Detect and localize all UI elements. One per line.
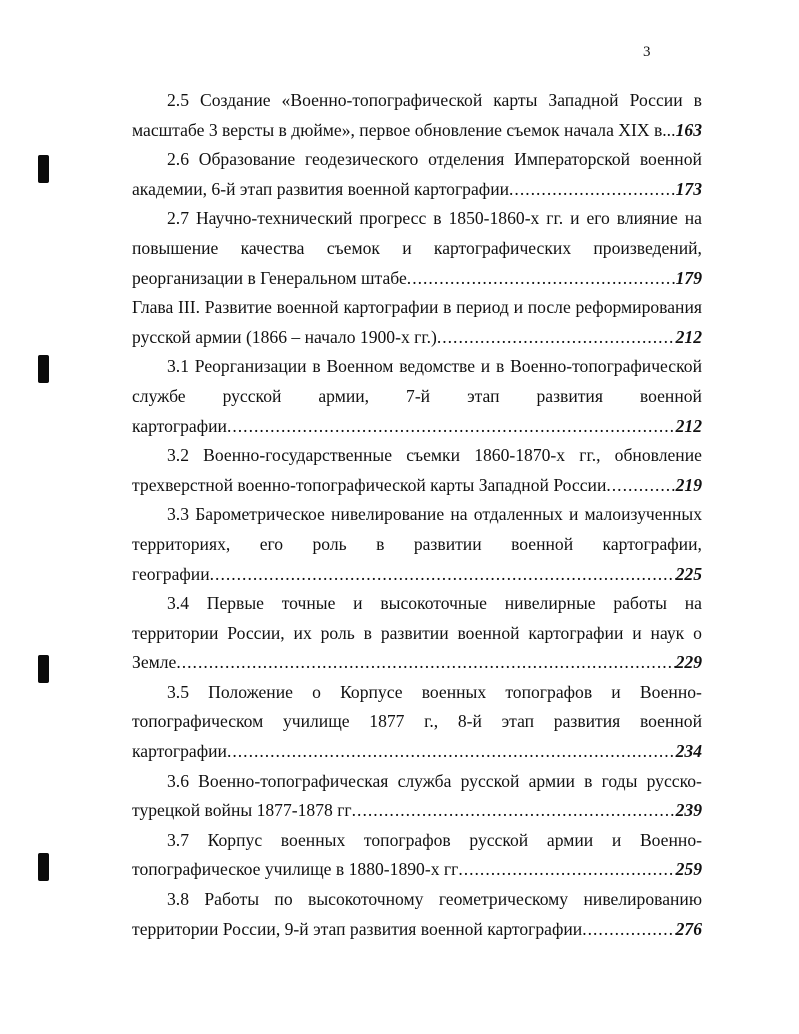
toc-word: 3.1 xyxy=(167,356,189,377)
toc-word: нивелирные xyxy=(504,593,596,614)
toc-word: съемки xyxy=(406,445,461,466)
toc-entry xyxy=(132,145,702,204)
toc-last-line xyxy=(132,175,702,205)
toc-word: после xyxy=(527,297,571,318)
toc-title-text: реорганизации в Генеральном штабе xyxy=(132,267,407,288)
dot-leader xyxy=(509,175,676,205)
dot-leader xyxy=(407,264,676,294)
toc-word: 3.6 xyxy=(167,770,189,791)
toc-word: на xyxy=(684,593,702,614)
toc-word: военных xyxy=(280,829,346,850)
toc-line xyxy=(132,204,702,234)
toc-line xyxy=(132,382,702,412)
toc-line xyxy=(132,500,702,530)
toc-last-line xyxy=(132,737,702,767)
toc-word: III. xyxy=(178,297,201,318)
toc-word: отделения xyxy=(428,149,505,170)
toc-word: в xyxy=(363,622,372,643)
toc-word: территории xyxy=(132,622,219,643)
toc-word: Реорганизации xyxy=(194,356,307,377)
toc-word: Корпус xyxy=(207,829,263,850)
toc-last-line xyxy=(132,264,702,294)
toc-word: нивелирование xyxy=(330,504,445,525)
toc-word: 3.7 xyxy=(167,829,189,850)
toc-title-text: масштабе 3 версты в дюйме», первое обновление съемок начала XIX в.. xyxy=(132,119,672,140)
toc-page-number: 234 xyxy=(675,741,702,762)
toc-word: Военно-государственные xyxy=(203,445,393,466)
toc-page-number: 225 xyxy=(675,563,702,584)
toc-line xyxy=(132,145,702,175)
toc-word: период xyxy=(456,297,509,318)
toc-word: влияние xyxy=(616,208,678,229)
toc-entry xyxy=(132,204,702,293)
toc-word: по xyxy=(274,889,293,910)
toc-word: карты xyxy=(493,90,538,110)
dot-leader xyxy=(227,412,676,442)
toc-word: Развитие xyxy=(204,297,272,318)
toc-word: развитии xyxy=(413,533,482,554)
toc-last-line xyxy=(132,323,702,353)
toc-word: в xyxy=(584,770,593,791)
toc-word: русской xyxy=(460,770,520,791)
toc-word: 2.6 xyxy=(167,149,189,170)
toc-entry xyxy=(132,826,702,885)
toc-word: его xyxy=(586,208,610,229)
toc-word: и xyxy=(480,356,491,377)
toc-entry xyxy=(132,352,702,441)
toc-word: Научно-технический xyxy=(195,208,353,229)
toc-word: армии, xyxy=(318,385,370,406)
toc-word: картографии xyxy=(343,297,439,318)
toc-word: Первые xyxy=(206,593,264,614)
binder-mark xyxy=(38,155,49,183)
dot-leader xyxy=(210,560,676,590)
toc-word: картографических xyxy=(433,237,572,258)
toc-word: гг. xyxy=(546,208,564,229)
toc-word: Создание xyxy=(199,90,271,110)
toc-word: высокоточные xyxy=(380,593,487,614)
toc-entry xyxy=(132,86,702,145)
toc-page-number: 163 xyxy=(675,119,702,140)
toc-word: этап xyxy=(501,711,535,732)
toc-title-text: академии, 6-й этап развития военной картографии xyxy=(132,178,510,199)
toc-word: и xyxy=(353,593,363,614)
table-of-contents xyxy=(132,86,702,944)
toc-word: их xyxy=(293,622,312,643)
toc-title-text: территории России, 9-й этап развития военной картографии xyxy=(132,918,583,939)
toc-word: 7-й xyxy=(406,385,431,406)
toc-word: о xyxy=(693,622,702,643)
toc-word: 3.8 xyxy=(167,889,189,910)
toc-word: годы xyxy=(601,770,638,791)
toc-word: о xyxy=(312,681,321,702)
toc-word: съемок xyxy=(326,237,380,258)
toc-word: и xyxy=(611,829,622,850)
toc-word: и xyxy=(611,681,621,702)
toc-word: Глава xyxy=(132,297,174,318)
toc-line xyxy=(132,707,702,737)
toc-word: в xyxy=(495,356,505,377)
toc-word: гг., xyxy=(579,445,601,466)
toc-title-text: топографическое училище в 1880-1890-х гг xyxy=(132,859,459,880)
toc-word: и xyxy=(402,237,412,258)
toc-word: топографическом xyxy=(132,711,264,732)
toc-word: в xyxy=(693,90,702,110)
toc-entry xyxy=(132,589,702,678)
dot-leader xyxy=(227,737,676,767)
toc-word: Военно- xyxy=(639,681,702,702)
toc-line xyxy=(132,86,702,116)
page-number: 3 xyxy=(643,44,651,60)
toc-word: наук xyxy=(650,622,685,643)
toc-word: в xyxy=(433,208,442,229)
toc-word: 3.4 xyxy=(167,593,189,614)
toc-page-number: 276 xyxy=(675,918,702,939)
toc-word: службе xyxy=(132,385,186,406)
toc-word: точные xyxy=(281,593,336,614)
toc-word: работы xyxy=(613,593,667,614)
toc-word: и xyxy=(568,504,579,525)
toc-line xyxy=(132,589,702,619)
toc-title-text: трехверстной военно-топографической карты Западной России xyxy=(132,474,607,495)
toc-word: Корпусе xyxy=(340,681,403,702)
binder-mark xyxy=(38,853,49,881)
toc-word: 8-й xyxy=(457,711,482,732)
toc-word: «Военно-топографической xyxy=(281,90,483,110)
toc-word: Работы xyxy=(204,889,260,910)
toc-word: развития xyxy=(553,711,621,732)
toc-word: нивелированию xyxy=(583,889,702,910)
toc-word: армии xyxy=(528,770,575,791)
toc-word: военной xyxy=(639,149,702,170)
toc-word: в xyxy=(376,533,385,554)
toc-word: русско- xyxy=(646,770,702,791)
toc-title-text: турецкой войны 1877-1878 гг xyxy=(132,800,352,821)
toc-word: картографии xyxy=(528,622,624,643)
toc-line xyxy=(132,441,702,471)
toc-word: Образование xyxy=(198,149,296,170)
toc-word: Военном xyxy=(326,356,394,377)
toc-word: развитии xyxy=(380,622,449,643)
toc-page-number: 259 xyxy=(675,859,702,880)
toc-title-text: Земле xyxy=(132,652,177,673)
toc-last-line xyxy=(132,560,702,590)
toc-word: 1877 xyxy=(369,711,405,732)
toc-word: на xyxy=(450,504,468,525)
toc-word: повышение xyxy=(132,237,219,258)
toc-page-number: 239 xyxy=(675,800,702,821)
toc-word: 1850-1860-х xyxy=(448,208,540,229)
toc-word: 2.7 xyxy=(167,208,189,229)
toc-word: 3.2 xyxy=(167,445,189,466)
toc-word: в xyxy=(443,297,452,318)
toc-word: русской xyxy=(222,385,282,406)
toc-entry xyxy=(132,767,702,826)
toc-word: России, xyxy=(227,622,285,643)
toc-last-line xyxy=(132,116,702,146)
toc-word: служба xyxy=(397,770,452,791)
toc-word: 2.5 xyxy=(167,90,189,110)
toc-word: 3.5 xyxy=(167,681,189,702)
toc-title-text: географии xyxy=(132,563,210,584)
toc-line xyxy=(132,293,702,323)
toc-word: Императорской xyxy=(514,149,631,170)
toc-word: картографии, xyxy=(602,533,702,554)
toc-line xyxy=(132,530,702,560)
toc-page-number: 179 xyxy=(675,267,702,288)
dot-leader xyxy=(176,648,675,678)
toc-word: русской xyxy=(469,829,529,850)
dot-leader xyxy=(606,471,675,501)
toc-word: обновление xyxy=(614,445,702,466)
toc-entry xyxy=(132,441,702,500)
toc-title-text: русской армии (1866 – начало 1900-х гг.) xyxy=(132,326,437,347)
dot-leader xyxy=(458,855,675,885)
toc-line xyxy=(132,678,702,708)
toc-word: прогресс xyxy=(359,208,427,229)
toc-word: его xyxy=(259,533,284,554)
toc-word: 1860-1870-х xyxy=(474,445,566,466)
toc-word: училище xyxy=(282,711,350,732)
toc-line xyxy=(132,619,702,649)
toc-word: Положение xyxy=(208,681,293,702)
toc-last-line xyxy=(132,471,702,501)
toc-entry xyxy=(132,885,702,944)
toc-entry xyxy=(132,678,702,767)
toc-word: и xyxy=(513,297,523,318)
toc-word: малоизученных xyxy=(584,504,702,525)
toc-page-number: 229 xyxy=(675,652,702,673)
toc-word: военной xyxy=(639,385,702,406)
dot-leader xyxy=(352,796,676,826)
toc-word: Военно-топографическая xyxy=(198,770,389,791)
dot-leader xyxy=(582,915,675,945)
toc-word: на xyxy=(684,208,702,229)
toc-last-line xyxy=(132,412,702,442)
binder-mark xyxy=(38,655,49,683)
toc-word: России xyxy=(629,90,683,110)
toc-word: ведомстве xyxy=(399,356,476,377)
toc-word: роль xyxy=(320,622,355,643)
toc-page-number: 173 xyxy=(675,178,702,199)
toc-line xyxy=(132,826,702,856)
toc-line xyxy=(132,352,702,382)
toc-word: и xyxy=(570,208,580,229)
toc-word: и xyxy=(632,622,642,643)
toc-word: реформирования xyxy=(575,297,702,318)
toc-word: в xyxy=(312,356,321,377)
toc-word: качества xyxy=(240,237,305,258)
toc-word: военной xyxy=(276,297,339,318)
toc-word: топографов xyxy=(505,681,593,702)
toc-word: Военно-топографической xyxy=(510,356,702,377)
toc-word: Западной xyxy=(548,90,619,110)
toc-last-line xyxy=(132,915,702,945)
toc-word: Барометрическое xyxy=(195,504,325,525)
toc-entry xyxy=(132,293,702,352)
toc-line xyxy=(132,234,702,264)
toc-word: армии xyxy=(546,829,594,850)
toc-last-line xyxy=(132,855,702,885)
toc-page-number: 212 xyxy=(675,326,702,347)
toc-word: Военно- xyxy=(639,829,702,850)
toc-word: развития xyxy=(536,385,603,406)
toc-word: военных xyxy=(421,681,487,702)
toc-word: отдаленных xyxy=(473,504,563,525)
toc-word: высокоточному xyxy=(308,889,424,910)
toc-entry xyxy=(132,500,702,589)
toc-last-line xyxy=(132,648,702,678)
toc-word: 3.3 xyxy=(167,504,189,525)
toc-word: военной xyxy=(511,533,574,554)
dot-leader xyxy=(437,323,676,353)
toc-word: геометрическому xyxy=(438,889,569,910)
toc-last-line xyxy=(132,796,702,826)
toc-word: геодезического xyxy=(304,149,419,170)
toc-line xyxy=(132,885,702,915)
binder-mark xyxy=(38,355,49,383)
toc-word: топографов xyxy=(363,829,451,850)
toc-word: произведений, xyxy=(593,237,702,258)
toc-word: г., xyxy=(424,711,439,732)
toc-title-text: картографии xyxy=(132,415,227,436)
toc-word: этап xyxy=(467,385,500,406)
toc-line xyxy=(132,767,702,797)
toc-word: роль xyxy=(312,533,347,554)
toc-title-text: картографии xyxy=(132,741,227,762)
toc-page-number: 212 xyxy=(675,415,702,436)
toc-word: военной xyxy=(457,622,520,643)
toc-page-number: 219 xyxy=(675,474,702,495)
toc-word: военной xyxy=(639,711,702,732)
toc-word: территориях, xyxy=(132,533,231,554)
